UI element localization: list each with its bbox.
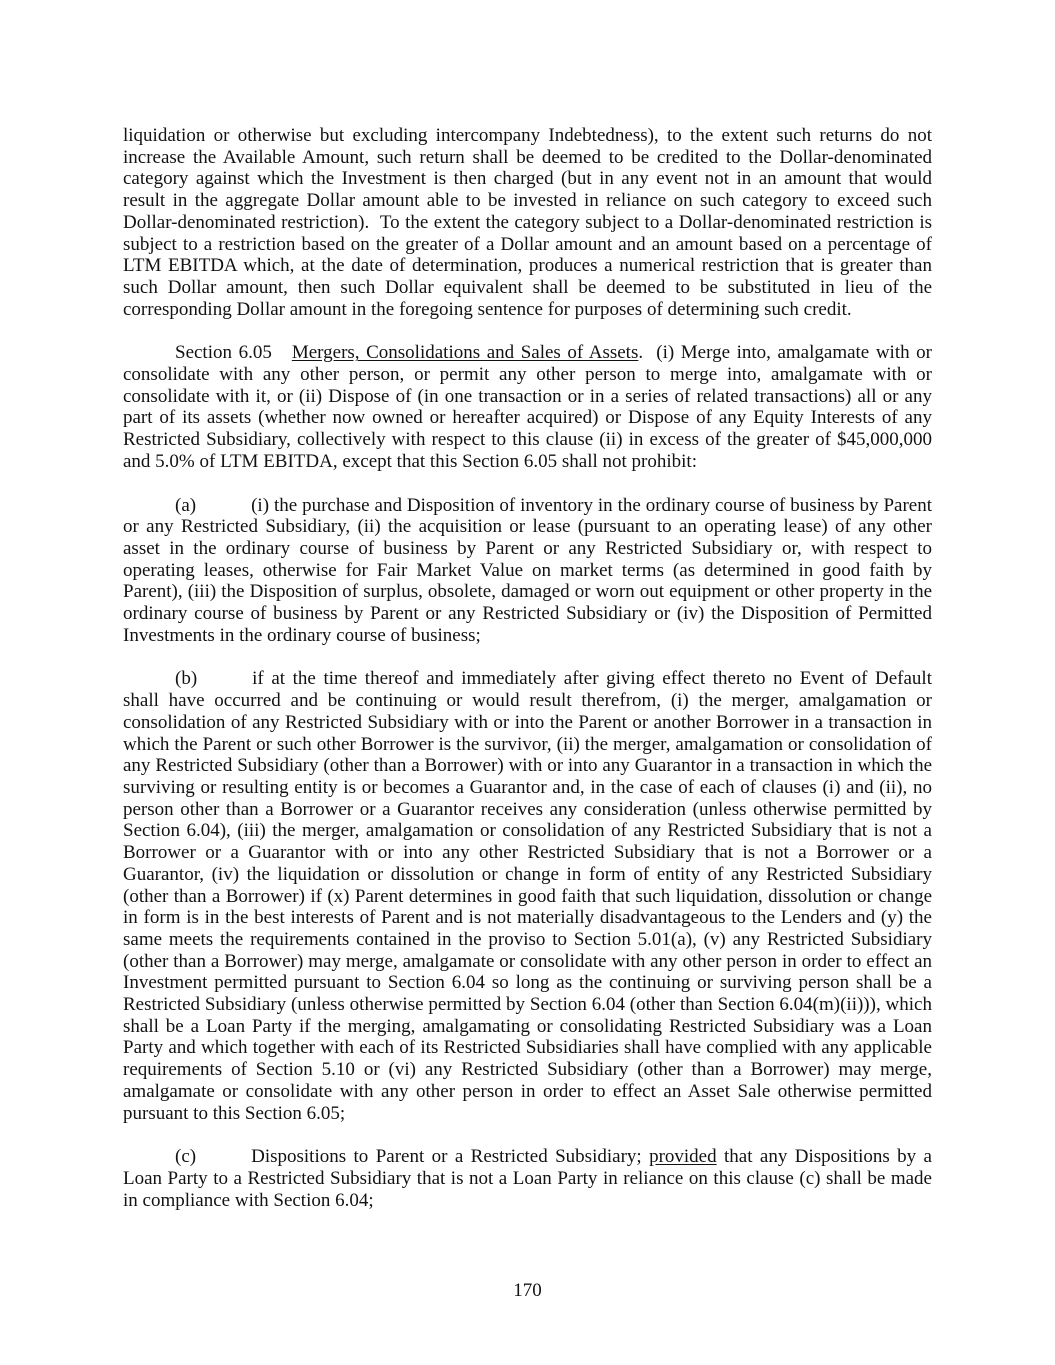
page-number: 170: [513, 1280, 542, 1301]
section-title: Mergers, Consolidations and Sales of Assets: [291, 342, 639, 364]
clause-c-lead-text: Dispositions to Parent or a Restricted Subsidiary;: [251, 1146, 650, 1168]
clause-c-tail-text: that any Dispositions by a Loan Party to a Restricted Subsidiary that is not a Loan Party in reliance on this clause (c) shall be made in compliance with Section 6.04;: [123, 1146, 932, 1211]
clause-b-text: if at the time thereof and immediately after giving effect thereto no Event of Default shall have occurred and be continuing or would result therefrom, (i) the merger, amalgamation or consolidation of any Restricted Subsidiary with or into the Parent or another Borrower in a transaction in which the Parent or such other Borrower is the survivor, (ii) the merger, amalgamation or consolidation of any Restricted Subsidiary (other than a Borrower) with or into any Guarantor in a transaction in which the surviving or resulting entity is or becomes a Guarantor and, in the case of each of clauses (i) and (ii), no person other than a Borrower or a Guarantor receives any consideration (unless otherwise permitted by Section 6.04), (iii) the merger, amalgamation or consolidation of any Restricted Subsidiary that is not a Borrower or a Guarantor with or into any other Restricted Subsidiary that is not a Borrower or a Guarantor, (iv) the liquidation or dissolution or change in form of entity of any Restricted Subsidiary (other than a Borrower) if (x) Parent determines in good faith that such liquidation, dissolution or change in form is in the best interests of Parent and is not materially disadvantageous to the Lenders and (y) the same meets the requirements contained in the proviso to Section 5.01(a), (v) any Restricted Subsidiary (other than a Borrower) may merge, amalgamate or consolidate with any other person in order to effect an Investment permitted pursuant to Section 6.04 so long as the continuing or surviving person shall be a Restricted Subsidiary (unless otherwise permitted by Section 6.04 (other than Section 6.04(m)(ii))), which shall be a Loan Party if the merging, amalgamating or consolidating Restricted Subsidiary was a Loan Party and which together with each of its Restricted Subsidiaries shall have complied with any applicable requirements of Section 5.10 or (vi) any Restricted Subsidiary (other than a Borrower) may merge, amalgamate or consolidate with any other person in order to effect an Asset Sale otherwise permitted pursuant to this Section 6.05;: [123, 668, 932, 1124]
section-number: Section 6.05: [175, 342, 272, 364]
section-body-text: . (i) Merge into, amalgamate with or consolidate with any other person, or permit any other person to merge into, amalgamate with or consolidate with it, or (ii) Dispose of (in one transaction or in a series of related transactions) all or any part of its assets (whether now owned or hereafter acquired) or Dispose of any Equity Interests of any Restricted Subsidiary, collectively with respect to this clause (ii) in excess of the greater of $45,000,000 and 5.0% of LTM EBITDA, except that this Section 6.05 shall not prohibit:: [123, 342, 932, 472]
paragraph-section-6-05: [123, 342, 932, 472]
paragraph-clause-a: [123, 495, 932, 647]
paragraph-clause-b: [123, 668, 932, 1124]
clause-b-label: (b): [175, 668, 198, 690]
paragraph-continuation: [123, 125, 932, 320]
clause-a-label: (a): [175, 494, 197, 516]
paragraph-continuation-text: liquidation or otherwise but excluding intercompany Indebtedness), to the extent such returns do not increase the Available Amount, such return shall be deemed to be credited to the Dollar-denominated category against which the Investment is then charged (but in any event not in an amount that would result in the aggregate Dollar amount able to be invested in reliance on such category to exceed such Dollar-denominated restriction). To the extent the category subject to a Dollar-denominated restriction is subject to a restriction based on the greater of a Dollar amount and an amount based on a percentage of LTM EBITDA which, at the date of determination, produces a numerical restriction that is greater than such Dollar amount, then such Dollar equivalent shall be deemed to be substituted in lieu of the corresponding Dollar amount in the foregoing sentence for purposes of determining such credit.: [123, 125, 932, 320]
clause-c-label: (c): [175, 1146, 197, 1168]
clause-a-text: (i) the purchase and Disposition of inventory in the ordinary course of business by Parent or any Restricted Subsidiary, (ii) the acquisition or lease (pursuant to an operating lease) of any other asset in the ordinary course of business by Parent or any Restricted Subsidiary or, with respect to operating leases, otherwise for Fair Market Value on market terms (as determined in good faith by Parent), (iii) the Disposition of surplus, obsolete, damaged or worn out equipment or other property in the ordinary course of business by Parent or any Restricted Subsidiary or (iv) the Disposition of Permitted Investments in the ordinary course of business;: [123, 494, 932, 646]
paragraph-clause-c: [123, 1146, 932, 1211]
provided-term: provided: [649, 1146, 717, 1168]
